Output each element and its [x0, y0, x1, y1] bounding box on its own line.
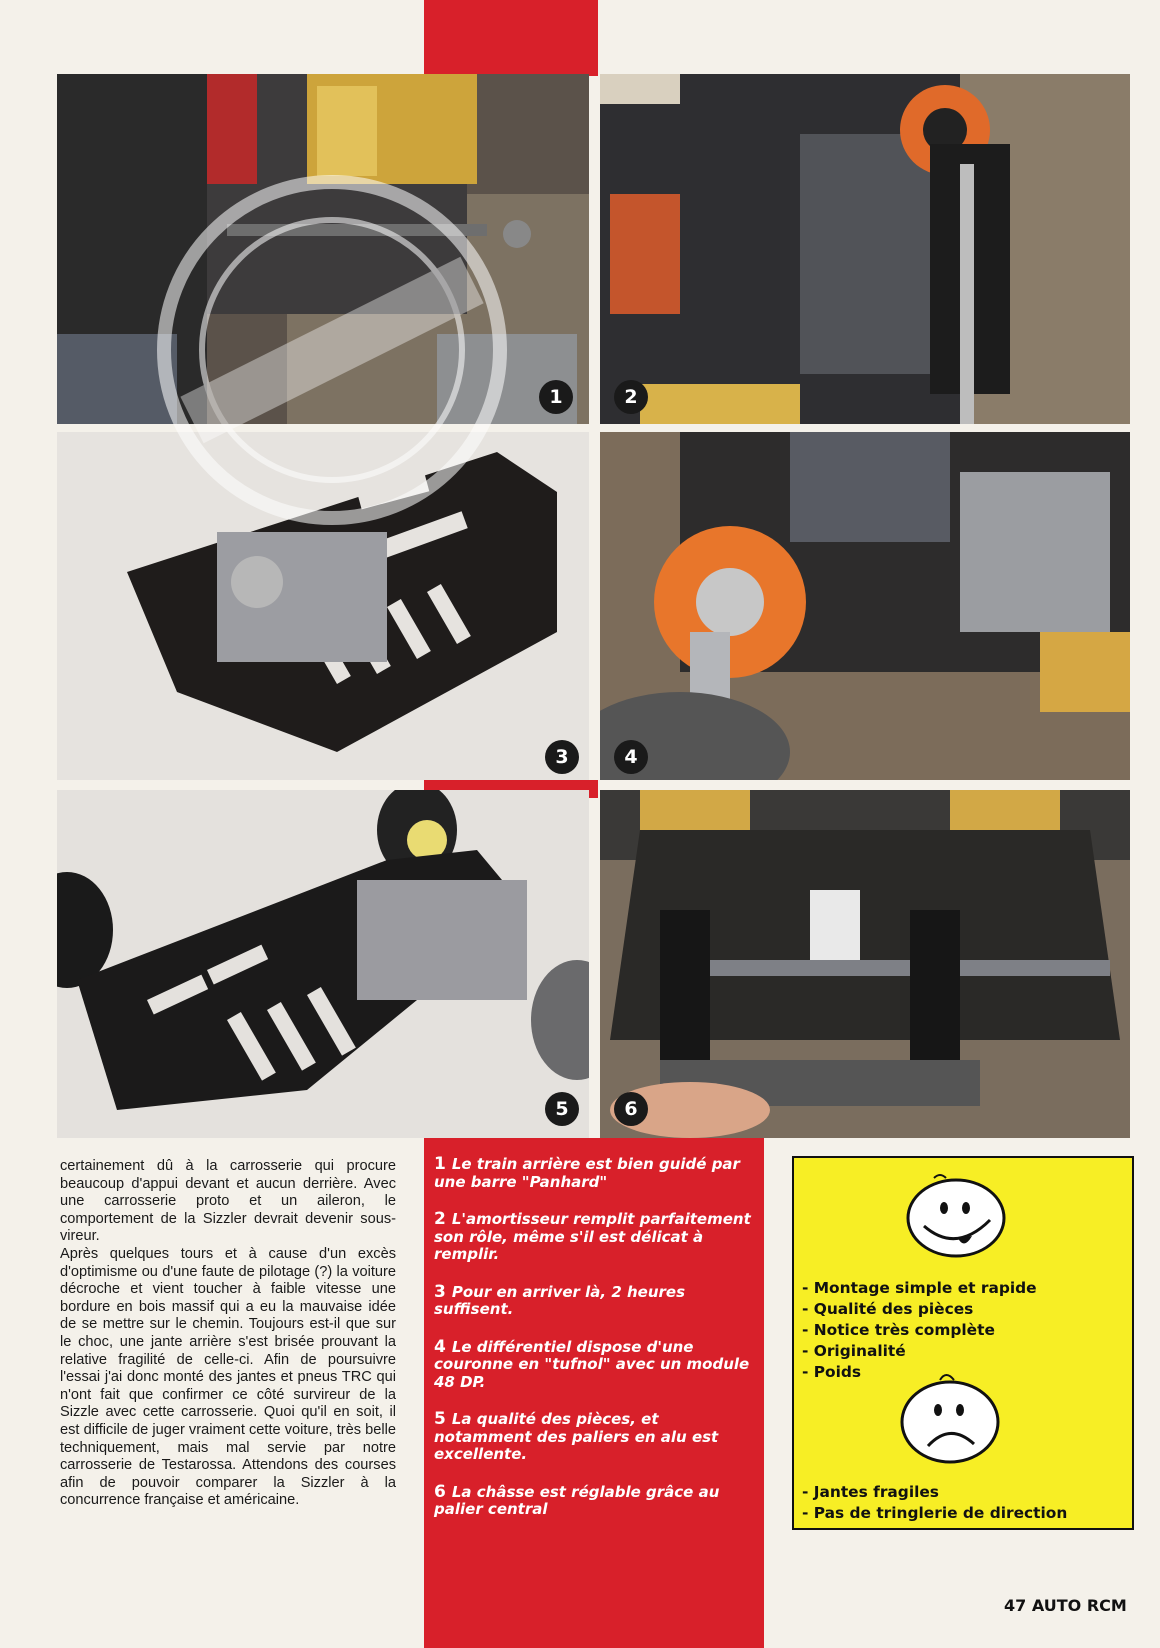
caption-3: [434, 1281, 754, 1319]
caption-number: 3: [434, 1281, 446, 1302]
photo-number-badge: 3: [545, 740, 579, 774]
photo-4: [600, 432, 1130, 780]
body-paragraph: certainement dû à la carrosserie qui procure beaucoup d'appui devant et aucun derrière. Avec une carrosserie proto et un aileron, le comportement de la Sizzler devrait devenir sous-vireur.: [60, 1158, 396, 1245]
caption-6: [434, 1481, 754, 1519]
article-body: [60, 1158, 396, 1510]
caption-number: 4: [434, 1336, 446, 1357]
photo-1: [57, 74, 589, 424]
caption-number: 6: [434, 1481, 446, 1502]
pros-item: - Notice très complète: [802, 1321, 995, 1339]
photo-number-badge: 1: [539, 380, 573, 414]
caption-number: 1: [434, 1154, 446, 1174]
pros-item: - Poids: [802, 1363, 862, 1381]
caption-text: Le train arrière est bien guidé par une barre "Panhard": [434, 1155, 740, 1191]
pros-list: [802, 1278, 1037, 1383]
caption-number: 2: [434, 1209, 446, 1229]
caption-text: La qualité des pièces, et notamment des paliers en alu est excellente.: [434, 1410, 719, 1463]
photo-captions: [434, 1156, 754, 1539]
caption-4: [434, 1336, 754, 1392]
body-paragraph: Après quelques tours et à cause d'un excès d'optimisme ou d'une faute de pilotage (?) la voiture décroche et vient toucher à faible vitesse une bordure en bois massif qui a eu la mauvaise idée de se mettre sur le chemin. Toujours est-il que sur le choc, une jante arrière s'est brisée prouvant la relative fragilité de celle-ci. Afin de poursuivre l'essai j'ai donc monté des jantes et pneus TRC qui n'ont fait que confirmer ce côté survireur de la Sizzle avec cette carrosserie. Quoi qu'il en soit, il est difficile de juger vraiment cette voiture, très belle techniquement, mais mal servie par notre carrosserie de Testarossa. Attendons des courses afin de pouvoir comparer la Sizzler à la concurrence française et américaine.: [60, 1245, 396, 1509]
pros-item: - Montage simple et rapide: [802, 1279, 1037, 1297]
photo-number-badge: 6: [614, 1092, 648, 1126]
caption-text: Pour en arriver là, 2 heures suffisent.: [434, 1282, 686, 1318]
page-number: 47: [1004, 1596, 1027, 1615]
pros-item: - Originalité: [802, 1342, 906, 1360]
caption-text: L'amortisseur remplit parfaitement son rôle, même s'il est délicat à remplir.: [434, 1210, 751, 1263]
photo-2: [600, 74, 1130, 424]
photo-6: [600, 790, 1130, 1138]
photo-number-badge: 4: [614, 740, 648, 774]
cons-item: - Jantes fragiles: [802, 1483, 939, 1501]
caption-number: 5: [434, 1409, 446, 1429]
photo-number-badge: 2: [614, 380, 648, 414]
photo-number-badge: 5: [545, 1092, 579, 1126]
photo-5: [57, 790, 589, 1138]
verdict-box: [792, 1156, 1134, 1530]
photo-3: [57, 432, 589, 780]
page-footer: [1004, 1596, 1127, 1615]
cons-item: - Pas de tringlerie de direction: [802, 1504, 1068, 1522]
pros-item: - Qualité des pièces: [802, 1300, 974, 1318]
caption-1: [434, 1156, 754, 1191]
sad-face-icon: [894, 1370, 1006, 1466]
caption-text: La châsse est réglable grâce au palier central: [434, 1482, 720, 1518]
caption-5: [434, 1411, 754, 1464]
caption-text: Le différentiel dispose d'une couronne en "tufnol" avec un module 48 DP.: [434, 1337, 750, 1391]
happy-face-icon: [900, 1170, 1012, 1262]
caption-2: [434, 1211, 754, 1264]
magazine-name: AUTO RCM: [1031, 1596, 1127, 1615]
cons-list: [802, 1482, 1067, 1524]
red-band-top: [424, 0, 598, 76]
